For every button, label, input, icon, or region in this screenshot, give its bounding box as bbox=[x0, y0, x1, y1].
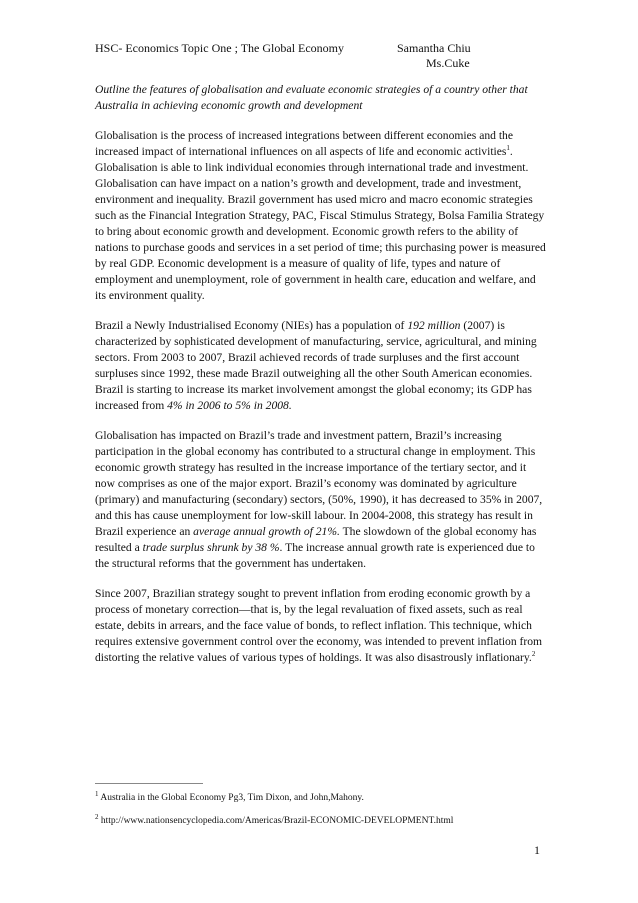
footnote-text: http://www.nationsencyclopedia.com/Americas/Brazil-ECONOMIC-DEVELOPMENT.html bbox=[98, 816, 454, 826]
emphasis-text: 192 million bbox=[407, 319, 461, 332]
footnote-number: 1 bbox=[95, 789, 99, 798]
author-name: Samantha Chiu bbox=[397, 41, 471, 55]
paragraph-text: The slowdown of the global economy has resulted a bbox=[95, 525, 537, 554]
document-body bbox=[95, 82, 547, 680]
author-block bbox=[397, 41, 527, 71]
footnote-number: 2 bbox=[95, 812, 99, 821]
course-header: HSC- Economics Topic One ; The Global Economy bbox=[95, 41, 345, 55]
footnote-2 bbox=[95, 812, 454, 827]
paragraph-text: (2007) is characterized by sophisticated development of manufacturing, service, agricultural, and mining sectors. From 2003 to 2007, Brazil achieved records of trade surpluses and the first account surpluses since 1992, these made Brazil outweighing all the other South American economies. Brazil is starting to increase its market involvement amongst the global economy; its GDP has increased from bbox=[95, 319, 537, 412]
footnote-1 bbox=[95, 789, 364, 804]
essay-question: Outline the features of globalisation and evaluate economic strategies of a country other that Australia in achieving economic growth and development bbox=[95, 83, 528, 112]
footnote-divider bbox=[95, 783, 203, 784]
paragraph-text: Globalisation is the process of increased integrations between different economies and the increased impact of international influences on all aspects of life and economic activities bbox=[95, 129, 513, 158]
emphasis-text: 4% in 2006 to 5% in 2008. bbox=[167, 399, 292, 412]
footnote-text: Australia in the Global Economy Pg3, Tim Dixon, and John,Mahony. bbox=[98, 793, 364, 803]
emphasis-text: average annual growth of 21%. bbox=[193, 525, 340, 538]
paragraph-text: . Globalisation is able to link individual economies through international trade and investment. Globalisation can have impact on a nation’s growth and development, trade and investment, environment and inequality. Brazil government has used micro and macro economic strategies such as the Financial Integration Strategy, PAC, Fiscal Stimulus Strategy, Bolsa Familia Strategy to bring about economic growth and development. Economic growth refers to the ability of nations to purchase goods and services in a set period of time; this purchasing power is measured by real GDP. Economic development is a measure of quality of life, types and nature of employment and unemployment, role of government in health care, education and welfare, and its environment quality. bbox=[95, 145, 546, 302]
paragraph-text: Brazil a Newly Industrialised Economy (NIEs) has a population of bbox=[95, 319, 408, 332]
paragraph-trade-investment bbox=[95, 428, 547, 572]
teacher-name: Ms.Cuke bbox=[426, 56, 470, 70]
paragraph-text: . The increase annual growth rate is experienced due to the structural reforms that the government has undertaken. bbox=[95, 541, 535, 570]
paragraph-brazil-nie bbox=[95, 318, 547, 414]
paragraph-globalisation bbox=[95, 128, 547, 304]
footnote-ref: 1 bbox=[506, 144, 510, 153]
paragraph-text: Since 2007, Brazilian strategy sought to prevent inflation from eroding economic growth by a process of monetary correction—that is, by the legal revaluation of fixed assets, such as real estate, debits in arrears, and the face value of bonds, to reflect inflation. This technique, which requires extensive government control over the economy, was intended to prevent inflation from distorting the relative values of various types of holdings. It was also disastrously inflationary. bbox=[95, 587, 543, 664]
paragraph-inflation bbox=[95, 586, 547, 666]
page-number: 1 bbox=[534, 843, 540, 857]
paragraph-text: Globalisation has impacted on Brazil’s trade and investment pattern, Brazil’s increasing participation in the global economy has contributed to a structural change in employment. This economic growth strategy has resulted in the increase importance of the tertiary sector, and it now comprises as one of the major export. Brazil’s economy was dominated by agriculture (primary) and manufacturing (secondary) sectors, (50%, 1990), it has decreased to 35% in 2007, and this has cause unemployment for low-skill labour. In 2004-2008, this strategy has result in Brazil experience an bbox=[95, 429, 543, 538]
footnote-ref: 2 bbox=[531, 650, 536, 659]
emphasis-text: trade surplus shrunk by 38 % bbox=[142, 541, 280, 554]
